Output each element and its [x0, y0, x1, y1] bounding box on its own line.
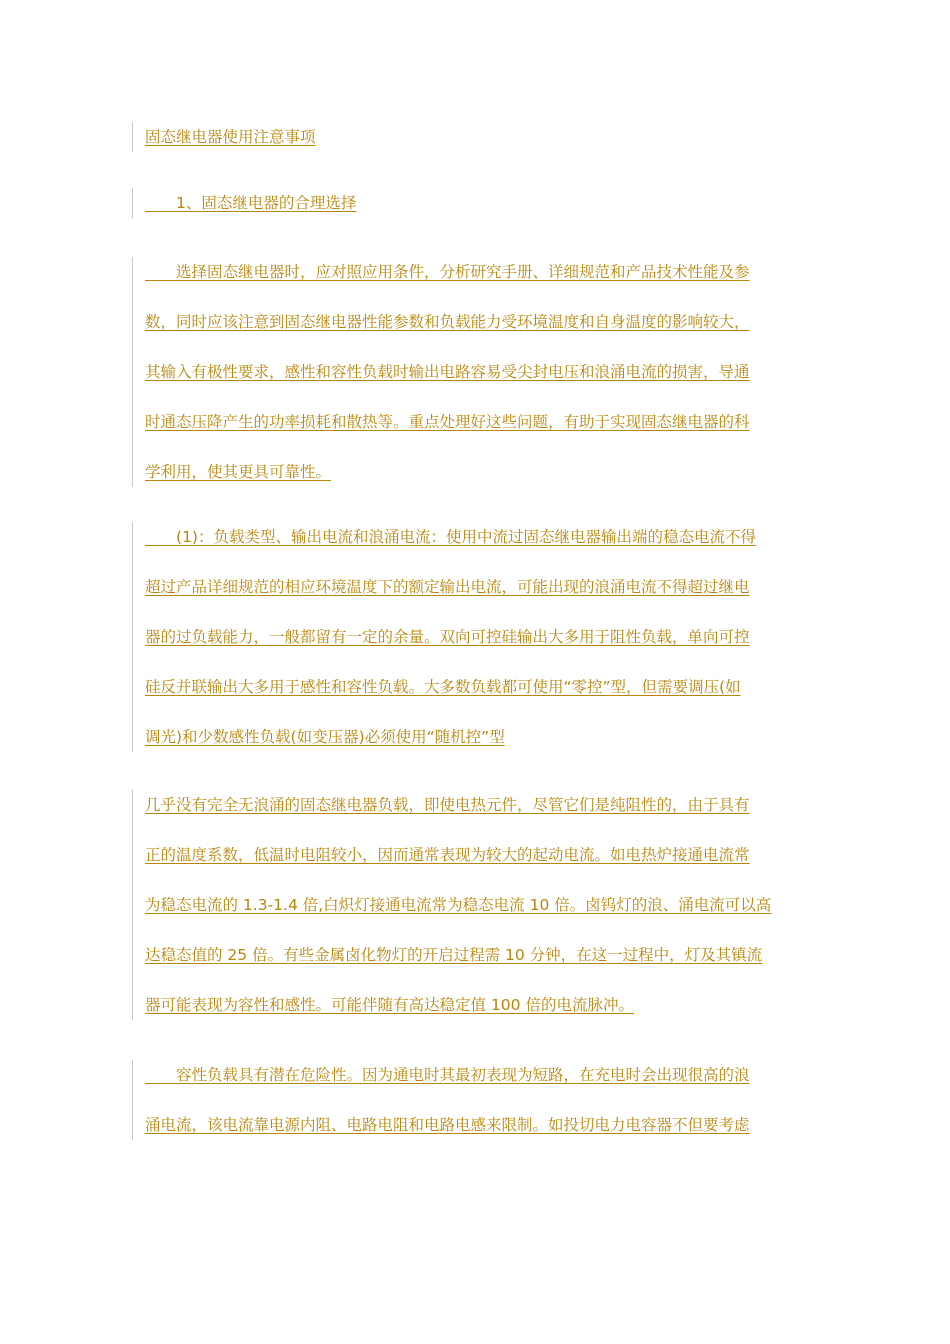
paragraph-line-text[interactable]: 达稳态值的 25 倍。有些金属卤化物灯的开启过程需 10 分钟，在这一过程中，灯及其镇流 — [145, 946, 763, 964]
document-title-block — [132, 122, 812, 152]
paragraph-line — [145, 1060, 812, 1110]
paragraph-line — [145, 840, 812, 890]
paragraph-line-text[interactable]: 数，同时应该注意到固态继电器性能参数和负载能力受环境温度和自身温度的影响较大， — [145, 313, 750, 331]
paragraph-line — [145, 307, 812, 357]
paragraph-line — [145, 672, 812, 722]
paragraph-line-text[interactable]: 其输入有极性要求，感性和容性负载时输出电路容易受尖封电压和浪涌电流的损害，导通 — [145, 363, 750, 381]
paragraph-3 — [132, 790, 812, 1020]
paragraph-line-text[interactable]: 学利用，使其更具可靠性。 — [145, 463, 332, 481]
paragraph-1 — [132, 257, 812, 487]
line-text: 选择固态继电器时，应对照应用条件，分析研究手册、详细规范和产品技术性能及参 — [176, 263, 750, 281]
paragraph-line-text[interactable]: 正的温度系数，低温时电阻较小，因而通常表现为较大的起动电流。如电热炉接通电流常 — [145, 846, 750, 864]
paragraph-line-text[interactable]: 超过产品详细规范的相应环境温度下的额定输出电流，可能出现的浪涌电流不得超过继电 — [145, 578, 750, 596]
paragraph-line-text[interactable]: 硅反并联输出大多用于感性和容性负载。大多数负载都可使用“零控”型，但需要调压(如 — [145, 678, 741, 696]
section-heading-text[interactable]: 1、固态继电器的合理选择 — [176, 194, 357, 212]
paragraph-line — [145, 457, 812, 487]
paragraph-line-text[interactable]: 器的过负载能力，一般都留有一定的余量。双向可控硅输出大多用于阻性负载，单向可控 — [145, 628, 750, 646]
line-text: 容性负载具有潜在危险性。因为通电时其最初表现为短路，在充电时会出现很高的浪 — [176, 1066, 750, 1084]
paragraph-line-text[interactable] — [145, 528, 756, 546]
paragraph-line-text[interactable]: 时通态压降产生的功率损耗和散热等。重点处理好这些问题，有助于实现固态继电器的科 — [145, 413, 750, 431]
paragraph-line-text[interactable]: 器可能表现为容性和感性。可能伴随有高达稳定值 100 倍的电流脉冲。 — [145, 996, 634, 1014]
paragraph-line — [145, 790, 812, 840]
line-text: (1)：负载类型、输出电流和浪涌电流：使用中流过固态继电器输出端的稳态电流不得 — [176, 528, 756, 546]
section-heading-block — [132, 188, 812, 218]
paragraph-line — [145, 890, 812, 940]
paragraph-4 — [132, 1060, 812, 1140]
paragraph-line-text[interactable]: 涌电流，该电流靠电源内阻、电路电阻和电路电感来限制。如投切电力电容器不但要考虑 — [145, 1116, 750, 1134]
paragraph-line — [145, 257, 812, 307]
paragraph-line — [145, 1110, 812, 1140]
paragraph-line-text[interactable]: 调光)和少数感性负载(如变压器)必须使用“随机控”型 — [145, 728, 505, 746]
paragraph-line — [145, 722, 812, 752]
section-heading — [145, 188, 812, 218]
document-title-text[interactable]: 固态继电器使用注意事项 — [145, 128, 316, 146]
paragraph-2 — [132, 522, 812, 752]
paragraph-line — [145, 357, 812, 407]
paragraph-line — [145, 622, 812, 672]
paragraph-line — [145, 407, 812, 457]
paragraph-line-text[interactable] — [145, 263, 750, 281]
paragraph-line — [145, 522, 812, 572]
paragraph-line-text[interactable]: 几乎没有完全无浪涌的固态继电器负载，即使电热元件，尽管它们是纯阻性的，由于具有 — [145, 796, 750, 814]
paragraph-line-text[interactable]: 为稳态电流的 1.3-1.4 倍,白炽灯接通电流常为稳态电流 10 倍。卤钨灯的浪、涌电流可以高 — [145, 896, 772, 914]
paragraph-line — [145, 572, 812, 622]
document-title — [145, 122, 812, 152]
paragraph-line-text[interactable] — [145, 1066, 750, 1084]
paragraph-line — [145, 940, 812, 990]
paragraph-line — [145, 990, 812, 1020]
